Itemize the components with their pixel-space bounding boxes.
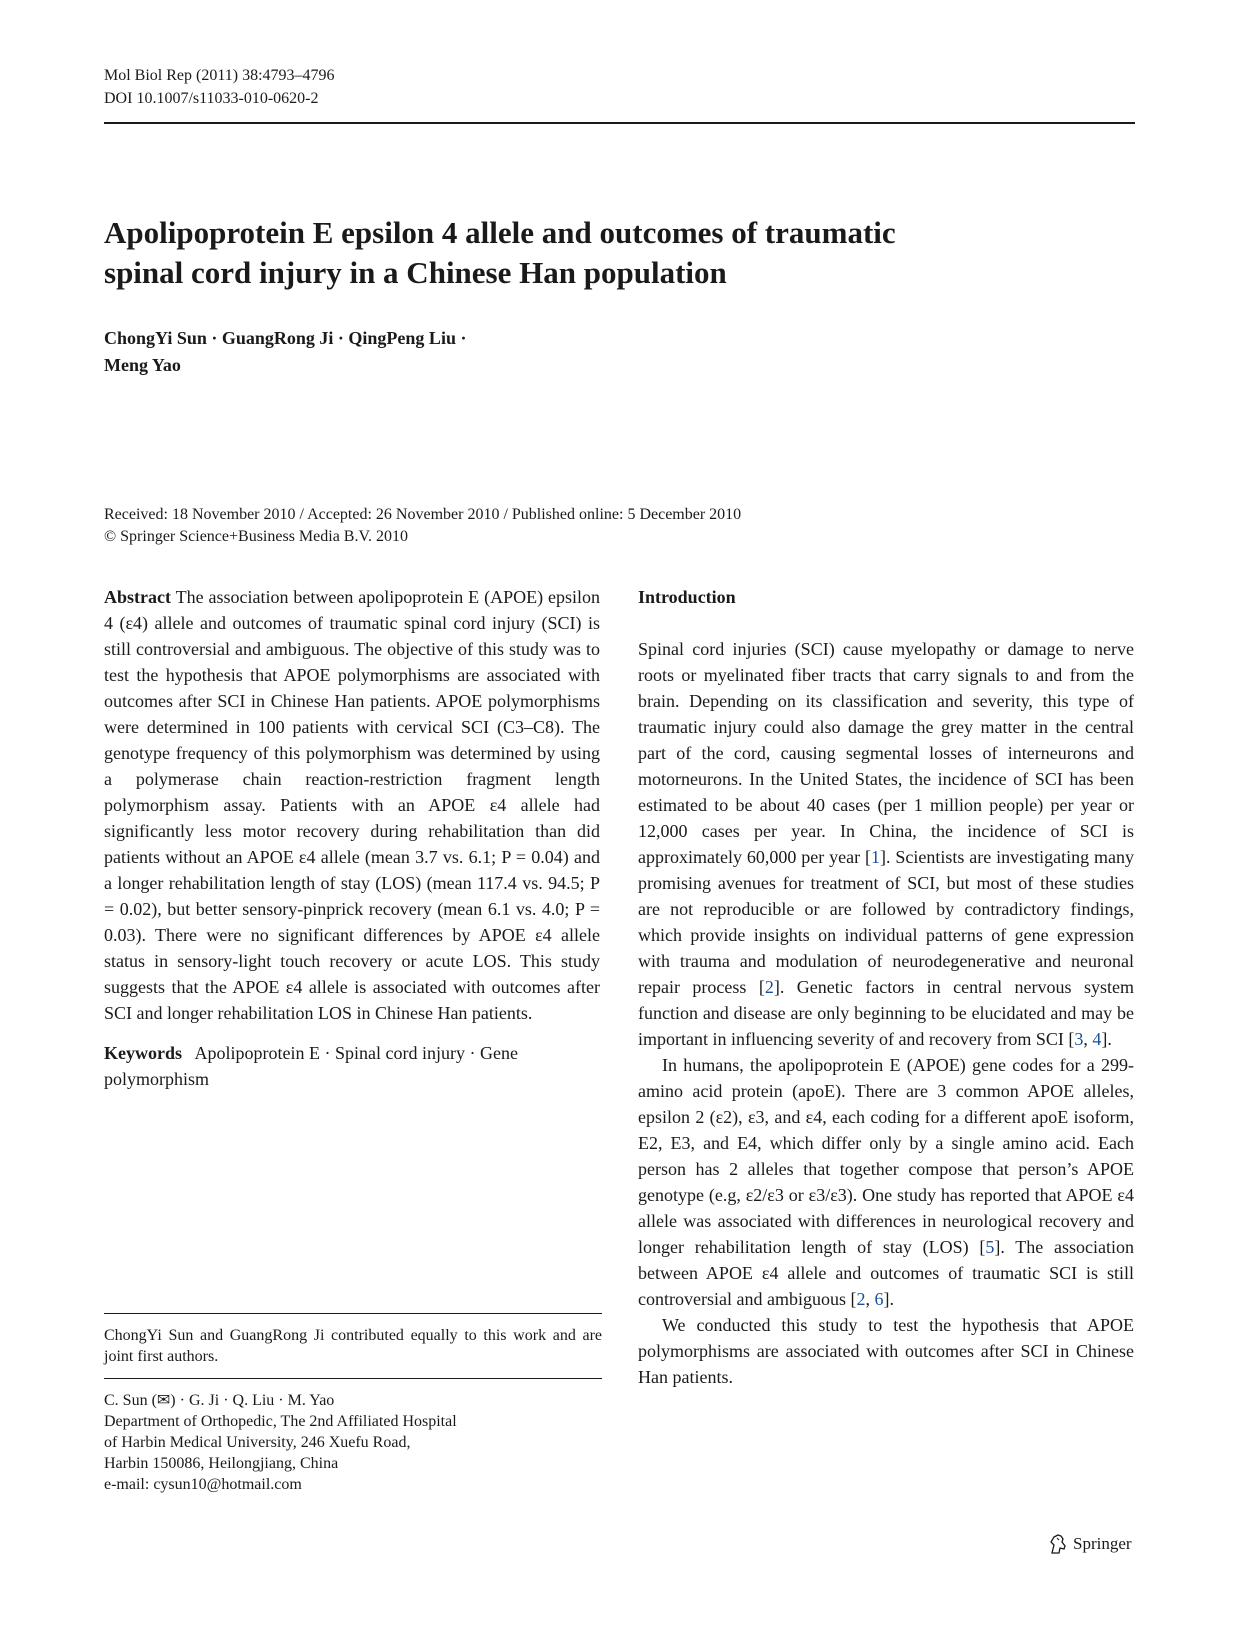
dates-line: Received: 18 November 2010 / Accepted: 26 November 2010 / Published online: 5 December 2010 [104,506,742,523]
publisher-name: Springer [1073,1534,1132,1553]
running-header [104,64,335,110]
intro-paragraph-3: We conducted this study to test the hypothesis that APOE polymorphisms are associated with outcomes after SCI in Chinese Han patients. [638,1315,1134,1387]
footnote-rule [104,1313,602,1314]
citation-link[interactable]: 4 [1092,1029,1102,1049]
right-column [638,584,1134,1390]
intro-paragraph-2: In humans, the apolipoprotein E (APOE) gene codes for a 299-amino acid protein (apoE). There are 3 common APOE alleles, epsilon 2 (ε2), ε3, and ε4, each coding for a different apoE isoform, E2, E3, and E4, which differ only by a single amino acid. Each person has 2 alleles that together compose that person’s APOE genotype (e.g, ε2/ε3 or ε3/ε3). One study has reported that APOE ε4 allele was associated with differences in neurological recovery and longer rehabilitation length of stay (LOS) [5]. The association between APOE ε4 allele and outcomes of traumatic SCI is still controversial and ambiguous [2, 6]. [638,1055,1134,1309]
abstract-text: The association between apolipoprotein E (APOE) epsilon 4 (ε4) allele and outcomes of traumatic spinal cord injury (SCI) is still controversial and ambiguous. The objective of this study was to test the hypothesis that APOE polymorphisms are associated with outcomes after SCI in Chinese Han patients. APOE polymorphisms were determined in 100 patients with cervical SCI (C3–C8). The genotype frequency of this polymorphism was determined by using a polymerase chain reaction-restriction fragment length polymorphism assay. Patients with an APOE ε4 allele had significantly less motor recovery during rehabilitation than did patients without an APOE ε4 allele (mean 3.7 vs. 6.1; P = 0.04) and a longer rehabilitation length of stay (LOS) (mean 117.4 vs. 94.5; P = 0.02), but better sensory-pinprick recovery (mean 6.1 vs. 4.0; P = 0.03). There were no significant differences by APOE ε4 allele status in sensory-light touch recovery or acute LOS. This study suggests that the APOE ε4 allele is associated with outcomes after SCI and longer rehabilitation LOS in Chinese Han patients. [104,587,600,1023]
citation-link[interactable]: 3 [1074,1029,1084,1049]
author-list [104,325,624,379]
intro-paragraph-1: Spinal cord injuries (SCI) cause myelopathy or damage to nerve roots or myelinated fiber tracts that carry signals to and from the brain. Depending on its classification and severity, this type of traumatic injury could also damage the grey matter in the central part of the cord, causing segmental losses of interneurons and motorneurons. In the United States, the incidence of SCI has been estimated to be about 40 cases (per 1 million people) per year or 12,000 cases per year. In China, the incidence of SCI is approximately 60,000 per year [1]. Scientists are investigating many promising avenues for treatment of SCI, but most of these studies are not reproducible or are followed by contradictory findings, which provide insights on individual patterns of gene expression with trauma and modulation of neurodegenerative and neuronal repair process [2]. Genetic factors in central nervous system function and disease are only beginning to be elucidated and may be important in influencing severity of and recovery from SCI [3, 4]. [638,639,1134,1049]
title-line-1: Apolipoprotein E epsilon 4 allele and outcomes of traumatic [104,215,896,250]
citation-link[interactable]: 2 [856,1289,866,1309]
article-title [104,213,1064,293]
affiliation-univ: of Harbin Medical University, 246 Xuefu Road, [104,1434,411,1451]
left-column [104,584,600,1092]
author-footnote: ChongYi Sun and GuangRong Ji contributed equally to this work and are joint first authors. [104,1327,602,1365]
authors-line-2: Meng Yao [104,355,181,375]
affiliation-dept: Department of Orthopedic, The 2nd Affiliated Hospital [104,1413,457,1430]
keywords-text: Apolipoprotein E · Spinal cord injury · Gene polymorphism [104,1043,518,1089]
affiliation-rule [104,1378,602,1379]
doi: DOI 10.1007/s11033-010-0620-2 [104,90,319,107]
affiliation-block [104,1390,602,1495]
header-rule [104,122,1135,124]
abstract [104,584,600,1026]
copyright-line: © Springer Science+Business Media B.V. 2010 [104,528,408,545]
affiliation-city: Harbin 150086, Heilongjiang, China [104,1455,339,1472]
authors-line-1: ChongYi Sun · GuangRong Ji · QingPeng Liu · [104,328,467,348]
citation-link[interactable]: 1 [870,847,880,867]
abstract-label: Abstract [104,587,171,607]
journal-citation: Mol Biol Rep (2011) 38:4793–4796 [104,67,335,84]
springer-horse-icon [1048,1533,1068,1555]
publisher-logo [1048,1533,1132,1555]
keywords [104,1040,600,1092]
citation-link[interactable]: 5 [985,1237,995,1257]
affiliation-authors: C. Sun (✉) · G. Ji · Q. Liu · M. Yao [104,1392,335,1409]
affiliation-email: e-mail: cysun10@hotmail.com [104,1476,302,1493]
citation-link[interactable]: 2 [764,977,774,997]
publication-dates [104,504,1135,548]
keywords-label: Keywords [104,1043,182,1063]
title-line-2: spinal cord injury in a Chinese Han population [104,255,727,290]
citation-link[interactable]: 6 [874,1289,884,1309]
section-heading-introduction: Introduction [638,587,736,607]
